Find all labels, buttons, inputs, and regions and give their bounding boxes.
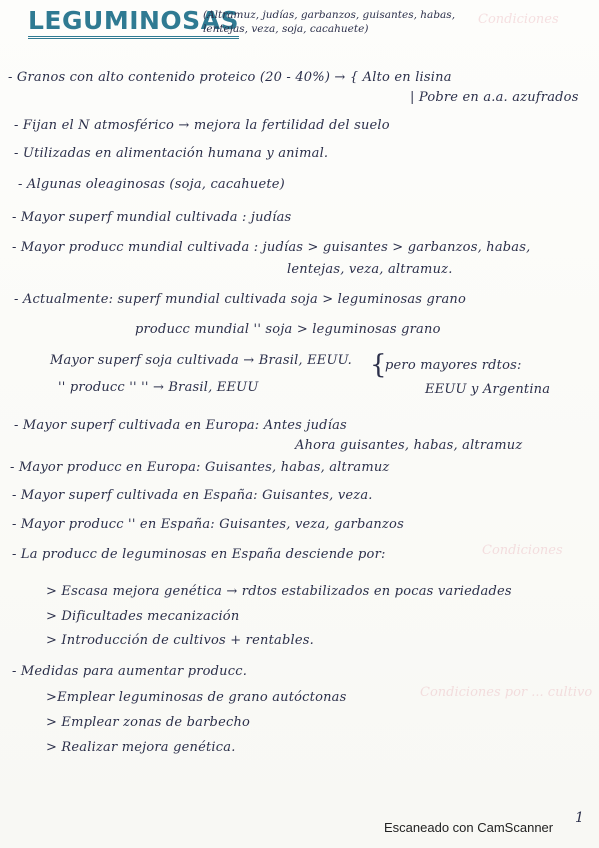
note-line: - Granos con alto contenido proteico (20 - 40%) → { Alto en lisina — [8, 70, 452, 85]
note-line: > Emplear zonas de barbecho — [46, 715, 251, 730]
note-line: - Medidas para aumentar producc. — [12, 664, 248, 679]
note-line: producc mundial '' soja > leguminosas grano — [135, 322, 441, 337]
note-line: >Emplear leguminosas de grano autóctonas — [46, 690, 347, 705]
note-line: > Escasa mejora genética → rdtos estabilizados en pocas variedades — [46, 584, 512, 599]
note-line: - Mayor superf mundial cultivada : judías — [12, 210, 292, 225]
note-line: > Realizar mejora genética. — [46, 740, 236, 755]
note-line: - Fijan el N atmosférico → mejora la fertilidad del suelo — [14, 118, 390, 133]
page-title: LEGUMINOSAS — [28, 6, 239, 39]
page-number: 1 — [575, 810, 584, 826]
note-line: EEUU y Argentina — [425, 382, 551, 397]
note-line: lentejas, veza, altramuz. — [287, 262, 453, 277]
note-line: Mayor superf soja cultivada → Brasil, EEUU. — [50, 353, 352, 368]
note-line: Ahora guisantes, habas, altramuz — [295, 438, 523, 453]
note-line: - La producc de leguminosas en España desciende por: — [12, 547, 386, 562]
note-line: > Introducción de cultivos + rentables. — [46, 633, 314, 648]
note-line: pero mayores rdtos: — [385, 358, 522, 373]
note-line: - Mayor producc en Europa: Guisantes, habas, altramuz — [10, 460, 390, 475]
note-line: - Mayor producc '' en España: Guisantes, veza, garbanzos — [12, 517, 404, 532]
page-subtitle: (Altramuz, judías, garbanzos, guisantes, habas, lentejas, veza, soja, cacahuete) — [203, 9, 456, 35]
note-line: - Mayor superf cultivada en España: Guisantes, veza. — [12, 488, 373, 503]
curly-brace: { — [370, 350, 387, 380]
bleed-through-text: Condiciones — [482, 543, 563, 558]
note-line: - Utilizadas en alimentación humana y animal. — [14, 146, 329, 161]
bleed-through-text: Condiciones — [478, 12, 559, 27]
note-line: - Mayor superf cultivada en Europa: Antes judías — [14, 418, 347, 433]
note-line: > Dificultades mecanización — [46, 609, 240, 624]
note-line: '' producc '' '' → Brasil, EEUU — [58, 380, 259, 395]
scanner-watermark: Escaneado con CamScanner — [384, 820, 554, 835]
bleed-through-text: Condiciones por ... cultivo — [420, 685, 593, 700]
note-line: - Mayor producc mundial cultivada : judías > guisantes > garbanzos, habas, — [12, 240, 531, 255]
note-line: - Actualmente: superf mundial cultivada soja > leguminosas grano — [14, 292, 467, 307]
note-line: - Algunas oleaginosas (soja, cacahuete) — [18, 177, 285, 192]
note-line: | Pobre en a.a. azufrados — [410, 90, 579, 105]
